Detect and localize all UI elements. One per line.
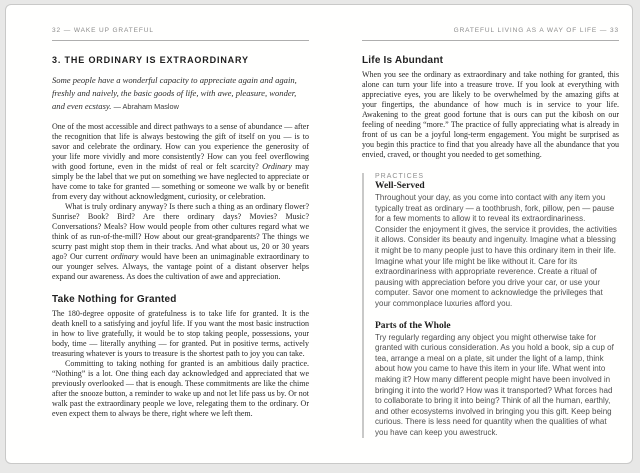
body-paragraph: The 180-degree opposite of gratefulness is to take life for granted. It is the death knell to a satisfying and joyful life. If you want the most basic instruction in how to live gratefully, it would be to stop taking people, possessions, your body, time — literally anything — for granted. Put in positive terms, actively treasuring whatever is yours to treasure is the shortest path to joy you can take. [52,309,309,358]
practice-title-well-served: Well-Served [375,181,425,191]
practice-body: Try regularly regarding any object you might otherwise take for granted with curious consideration. As you hold a book, sip a cup of tea, arrange a meal on a plate, sit under the light of a lamp, think about how you came to have this item in your life. What went into making it? How many different people might have been involved in bringing it into the world? How was it transported? What forces had to collaborate to bring it into being? Think of all the human, earthly, and other ecosystems involved in bringing you this gift. Keep being curious. There is less need for quantity when the qualities of what you have can keep you awestruck. [375,332,614,437]
left-page [52,27,309,419]
book-spread [5,4,633,464]
chapter-title: 3. THE ORDINARY IS EXTRAORDINARY [52,55,249,65]
left-running-head: 32 — WAKE UP GRATEFUL [52,27,154,34]
section-title-take-nothing-for-granted: Take Nothing for Granted [52,294,177,305]
epigraph [52,74,309,113]
right-page [362,27,619,438]
left-header-rule [52,40,309,41]
body-paragraph: One of the most accessible and direct pathways to a sense of abundance — after the recognition that life is always bestowing the gift of itself on you — is to savor and celebrate the ordinary. How can you experience the generosity of your life more vividly and more consistently? How can you feel overflowing with good fortune, even in the midst of real or felt scarcity? Ordinary may simply be the label that we put on something we have neglected to appreciate or have come to take for granted — something or someone we walk by or benefit from every day without acknowledgment, curiosity, or celebration. [52,122,309,201]
practices-sidebar [362,173,619,438]
section-title-life-is-abundant: Life Is Abundant [362,55,444,66]
right-header-rule [362,40,619,41]
right-running-head: GRATEFUL LIVING AS A WAY OF LIFE — 33 [453,27,619,34]
body-paragraph: Committing to taking nothing for granted is an ambitious daily practice. “Nothing” is a lot. One thing each day acknowledged and appreciated that we previously overlooked — that is enough. These commitments are like the chime after the snooze button, a reminder to wake up and not let life pass us by. Or not walk past the extraordinary people we love, relegating them to the ordinary. Or even expect them to always be there, right where we left them. [52,359,309,418]
practice-body: Throughout your day, as you come into contact with any item you typically treat as ordinary — a toothbrush, fork, pillow, pen — pause for a few moments to allow it to reveal its extraordinariness. Consider the enjoyment it gives, the service it provides, the activities it allows. Consider its beauty and ingenuity. Imagine what a blessing it might be to many people just to have this ordinary item in their life. Imagine what your life might be like without it. Care for its extraordinariness with appropriate reverence. Create a ritual of pausing with appreciation before you drive your car, or use your computer. Savor one moment to acknowledge the privileges that your commonplace luxuries afford you. [375,193,617,308]
epigraph-attribution: — Abraham Maslow [113,102,179,111]
body-paragraph: When you see the ordinary as extraordinary and take nothing for granted, this alone can turn your life into a treasure trove. If you look at everything with appreciative eyes, you are likely to be overwhelmed by the amazing gifts at your fingertips, the abundance of how much is in service to your life. Awakening to the great good fortune that is ours can put the kibosh on our feeling of needing “more.” The practice of fully appreciating what is already in front of us can be a joyful long-term engagement. You might be surprised as you begin this practice to find that you already have all the abundance that you envied, craved, or thought you needed to get something. [362,70,619,159]
practice-title-parts-of-the-whole: Parts of the Whole [375,320,451,331]
epigraph-text: Some people have a wonderful capacity to appreciate again and again, freshly and naively, the basic goods of life, with awe, pleasure, wonder, and even ecstasy. [52,75,297,111]
body-paragraph: What is truly ordinary anyway? Is there such a thing as an ordinary flower? Sunrise? Book? Bird? Are there ordinary days? Movies? Music? Conversations? Meals? How would people from other cultures regard what we think of as run-of-the-mill? How about our great-grandparents? The things we scurry past might stop them in their tracks. And what about us, 20 or 30 years ago? Our current ordinary would have been an unimaginable extraordinary to our younger selves. Always, the vantage point of a distant observer helps expand our awareness. As does the cultivation of awe and appreciation. [52,202,310,281]
practices-label: PRACTICES [375,173,425,180]
